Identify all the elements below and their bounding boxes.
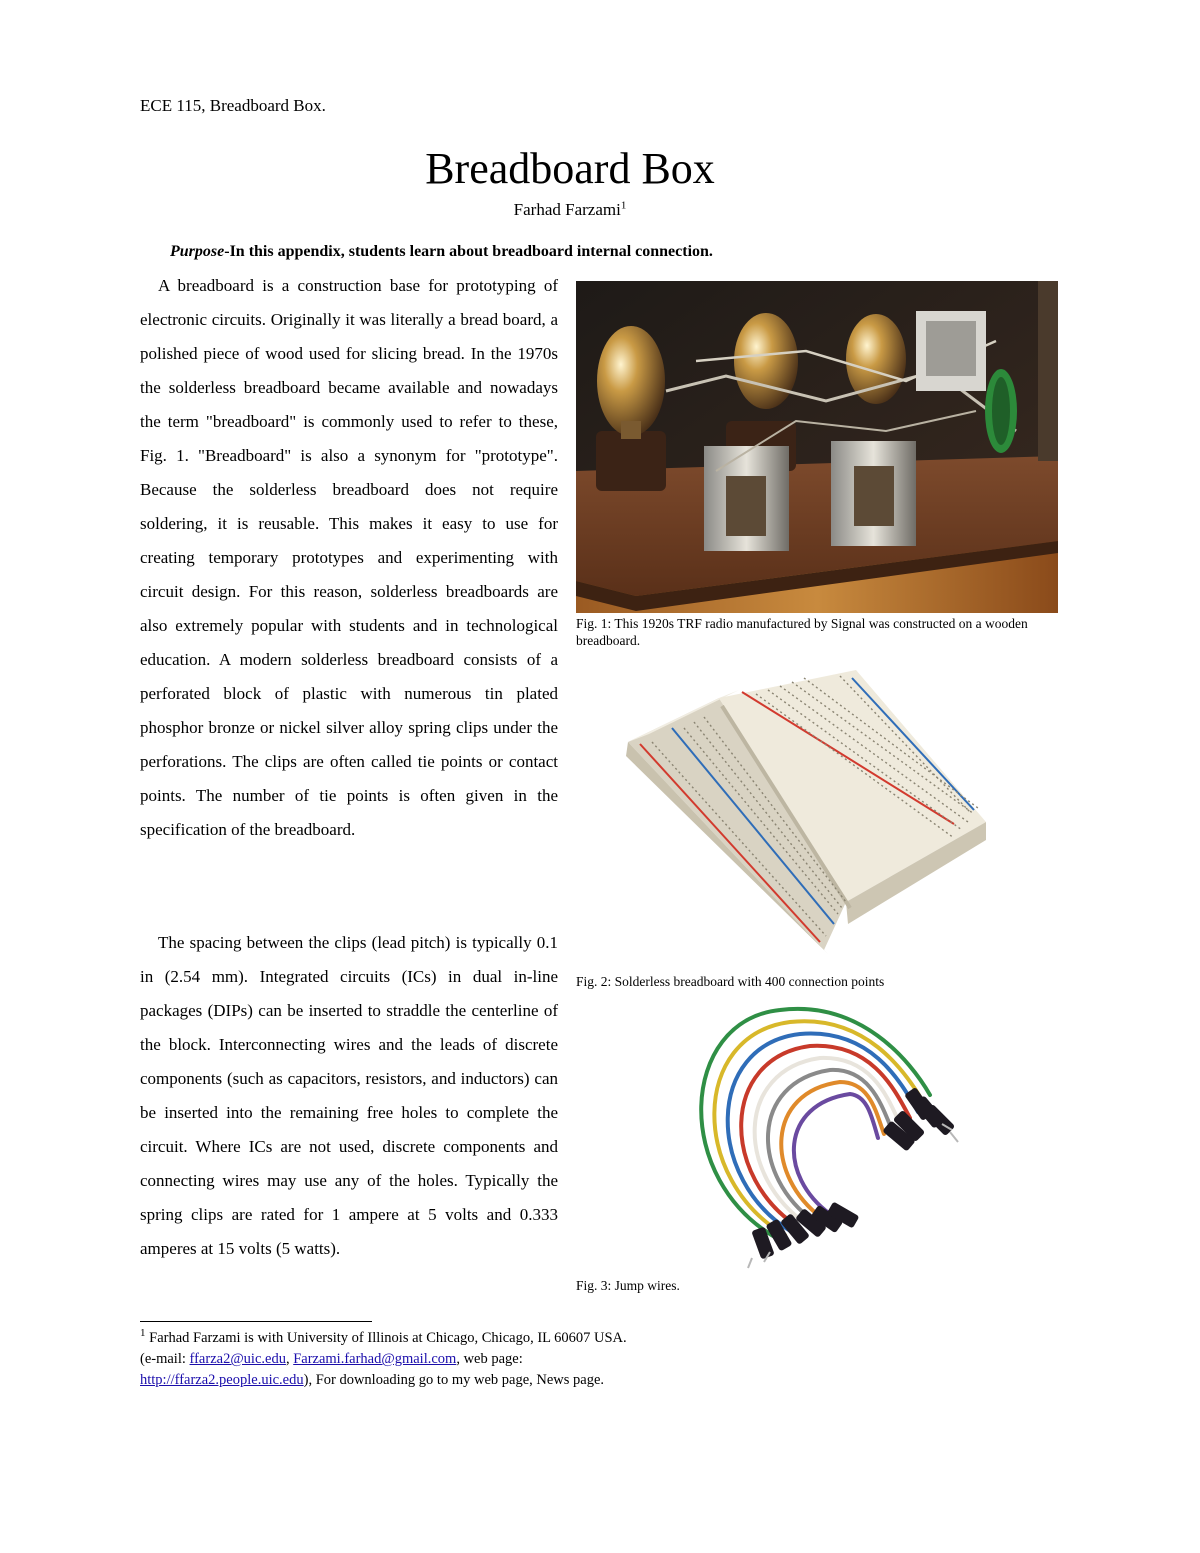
footnote-divider bbox=[140, 1321, 372, 1322]
body-paragraph-1-container bbox=[140, 269, 558, 847]
jump-wires-photo bbox=[660, 1000, 990, 1270]
figure-2-caption: Fig. 2: Solderless breadboard with 400 connection points bbox=[576, 974, 885, 989]
footnote-line-2 bbox=[140, 1349, 1040, 1370]
body-paragraph-2: The spacing between the clips (lead pitch) is typically 0.1 in (2.54 mm). Integrated circuits (ICs) in dual in-line packages (DIPs) can be inserted to straddle the centerline of the block. Interconnecting wires and the leads of discrete components (such as capacitors, resistors, and inductors) can be inserted into the remaining free holes to complete the circuit. Where ICs are not used, discrete components and connecting wires may use any of the holes. Typically the spring clips are rated for 1 ampere at 5 volts and 0.333 amperes at 15 volts (5 watts). bbox=[140, 933, 558, 1258]
footnote-line-1 bbox=[140, 1328, 1040, 1349]
footnote-affiliation: Farhad Farzami is with University of Illinois at Chicago, Chicago, IL 60607 USA. bbox=[149, 1330, 627, 1346]
body-paragraph-2-container bbox=[140, 926, 558, 1266]
author-footnote-mark: 1 bbox=[620, 199, 627, 212]
purpose-text: -In this appendix, students learn about breadboard internal connection. bbox=[224, 243, 713, 260]
email-link-gmail[interactable]: Farzami.farhad@gmail.com bbox=[293, 1351, 457, 1367]
email-link-uic[interactable]: ffarza2@uic.edu bbox=[189, 1351, 286, 1367]
trf-radio-photo bbox=[576, 281, 1058, 613]
author-name: Farhad Farzami bbox=[513, 200, 621, 219]
footnote-email-suffix: , web page: bbox=[456, 1351, 523, 1367]
figure-1-caption: Fig. 1: This 1920s TRF radio manufactured by Signal was constructed on a wooden breadboard. bbox=[576, 616, 1028, 648]
solderless-breadboard-photo bbox=[624, 662, 990, 954]
footnote-mark: 1 bbox=[140, 1327, 146, 1340]
purpose-statement bbox=[170, 243, 713, 261]
footnote-email-sep: , bbox=[285, 1351, 294, 1367]
footnote-url-suffix: ), For downloading go to my web page, News page. bbox=[303, 1372, 605, 1388]
footnote-line-3 bbox=[140, 1370, 1040, 1391]
purpose-lead: Purpose bbox=[170, 243, 225, 260]
course-header: ECE 115, Breadboard Box. bbox=[140, 96, 326, 115]
footnote bbox=[140, 1328, 1040, 1391]
body-paragraph-1: A breadboard is a construction base for prototyping of electronic circuits. Originally it was literally a bread board, a polished piece of wood used for slicing bread. In the 1970s the solderless breadboard became available and nowadays the term "breadboard" is commonly used to refer to these, Fig. 1. "Breadboard" is also a synonym for "prototype". Because the solderless breadboard does not require soldering, it is reusable. This makes it easy to use for creating temporary prototypes and experimenting with circuit design. For this reason, solderless breadboards are also extremely popular with students and in technological education. A modern solderless breadboard consists of a perforated block of plastic with numerous tin plated phosphor bronze or nickel silver alloy spring clips under the perforations. The clips are often called tie points or contact points. The number of tie points is often given in the specification of the breadboard. bbox=[140, 276, 558, 839]
figure-3-caption: Fig. 3: Jump wires. bbox=[576, 1278, 680, 1293]
footnote-email-prefix: (e-mail: bbox=[140, 1351, 190, 1367]
author-line bbox=[0, 200, 1140, 220]
page-title: Breadboard Box bbox=[425, 144, 715, 193]
web-page-link[interactable]: http://ffarza2.people.uic.edu bbox=[140, 1372, 304, 1388]
